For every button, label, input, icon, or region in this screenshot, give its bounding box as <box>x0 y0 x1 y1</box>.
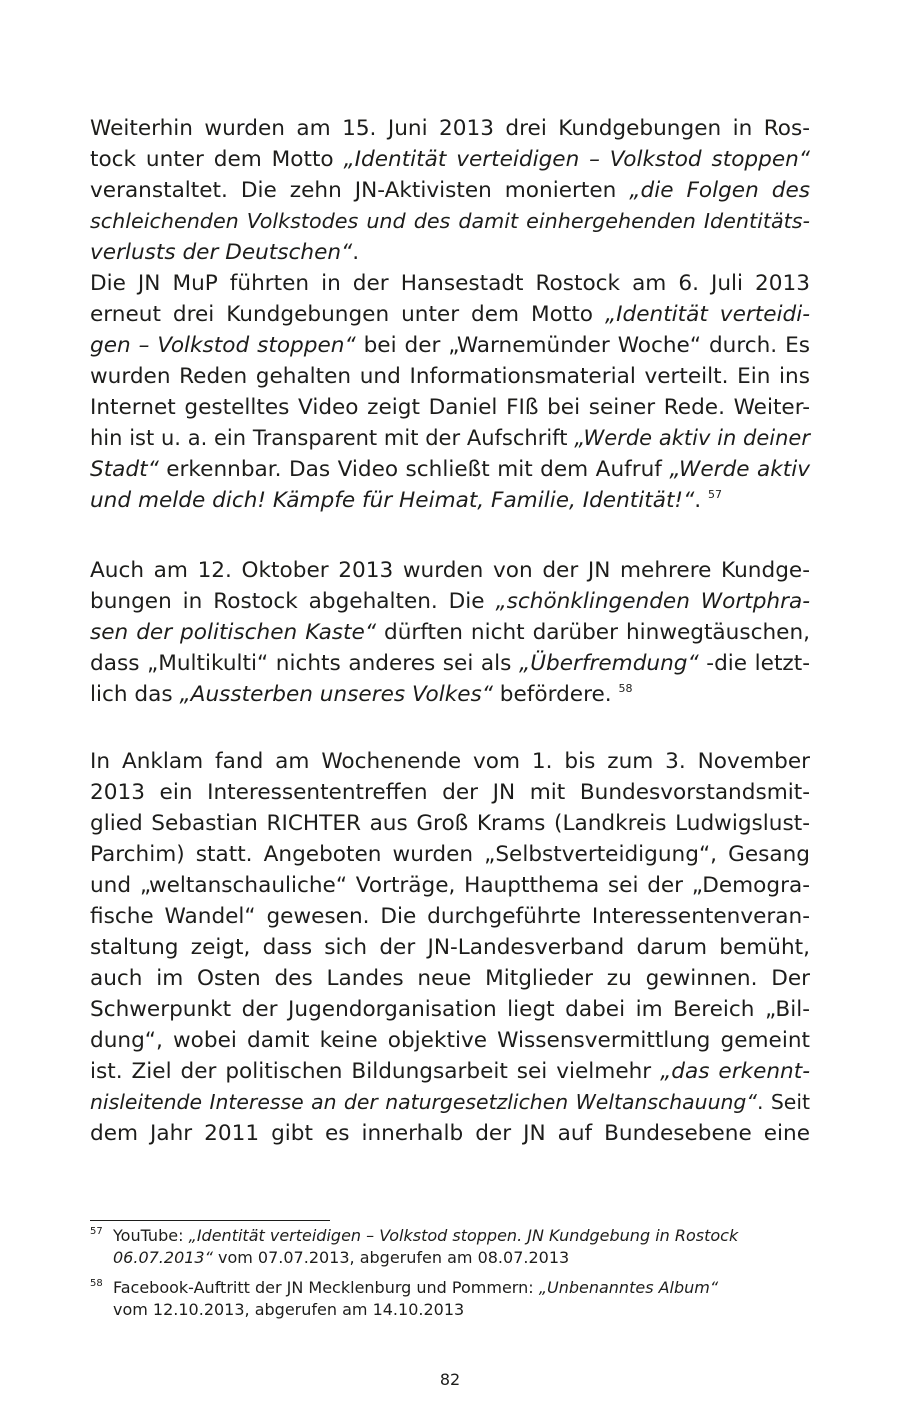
body-line <box>90 746 810 777</box>
body-line <box>90 808 810 839</box>
body-line <box>90 454 810 485</box>
text-run: vom 07.07.2013, abgerufen am 08.07.2013 <box>212 1248 570 1267</box>
body-line <box>90 1056 810 1087</box>
body-line <box>90 330 810 361</box>
quote-run: schleichenden Volkstodes und des damit einhergehenden Identitäts- <box>90 209 810 233</box>
text-run: Auch am 12. Oktober 2013 wurden von der JN mehrere Kundge- <box>90 558 810 583</box>
text-run: wurden Reden gehalten und Informationsmaterial verteilt. Ein ins <box>90 364 810 389</box>
text-run: In Anklam fand am Wochenende vom 1. bis zum 3. November <box>90 749 810 774</box>
quote-run: „Werde aktiv in deiner <box>574 426 810 450</box>
body-line <box>90 206 810 237</box>
text-run: dem Jahr 2011 gibt es innerhalb der JN auf Bundesebene eine <box>90 1121 810 1146</box>
body-line <box>90 1087 810 1118</box>
quote-run: „Identität verteidigen – Volkstod stoppen. JN Kundgebung in Rostock <box>188 1226 739 1245</box>
body-line <box>90 555 810 586</box>
text-run: staltung zeigt, dass sich der JN-Landesverband darum bemüht, <box>90 935 810 960</box>
quote-run: und melde dich! Kämpfe für Heimat, Familie, Identität!“ <box>90 488 695 513</box>
text-run: erneut drei Kundgebungen unter dem Motto <box>90 302 605 327</box>
body-line <box>90 839 810 870</box>
text-run: YouTube: <box>113 1226 189 1245</box>
body-line <box>90 679 810 710</box>
text-run: 2013 ein Interessententreffen der JN mit Bundesvorstandsmit- <box>90 780 810 805</box>
text-run: ist. Ziel der politischen Bildungsarbeit sei vielmehr <box>90 1059 661 1084</box>
footnote-line <box>113 1247 810 1269</box>
quote-run: „schönklingenden Wortphra- <box>495 589 810 614</box>
body-line <box>90 299 810 330</box>
body-line <box>90 901 810 932</box>
body-line <box>90 1118 810 1149</box>
text-run: dass „Multikulti“ nichts anderes sei als <box>90 651 520 676</box>
quote-run: „Identität verteidigen – Volkstod stoppen“ <box>343 147 810 172</box>
footnote-text <box>113 1225 810 1269</box>
quote-run: gen – Volkstod stoppen“ <box>90 333 356 358</box>
body-line <box>90 1025 810 1056</box>
text-run: bei der „Warnemünder Woche“ durch. Es <box>355 333 810 358</box>
text-run: tock unter dem Motto <box>90 147 344 172</box>
quote-run: nisleitende Interesse an der naturgesetzlichen Weltanschauung“ <box>90 1090 757 1114</box>
footnote-text <box>113 1277 810 1321</box>
footnote-line <box>113 1277 810 1299</box>
quote-run: „Unbenanntes Album“ <box>538 1278 719 1297</box>
text-run: veranstaltet. Die zehn JN-Aktivisten monierten <box>90 178 630 203</box>
text-run: . <box>352 240 360 265</box>
text-run: glied Sebastian RICHTER aus Groß Krams (Landkreis Ludwigslust- <box>90 811 810 836</box>
text-run: und „weltanschauliche“ Vorträge, Hauptthema sei der „Demogra- <box>90 873 810 898</box>
footnote-ref: 57 <box>708 488 722 501</box>
text-run: hin ist u. a. ein Transparent mit der Aufschrift <box>90 426 575 450</box>
body-line <box>90 268 810 299</box>
body-line <box>90 423 810 454</box>
text-run: bungen in Rostock abgehalten. Die <box>90 589 496 614</box>
quote-run: „Aussterben unseres Volkes“ <box>179 682 493 707</box>
text-run: erkennbar. Das Video schließt mit dem Aufruf <box>158 457 670 482</box>
text-run: auch im Osten des Landes neue Mitglieder zu gewinnen. Der <box>90 966 810 991</box>
page-number: 82 <box>439 1370 461 1389</box>
body-line <box>90 777 810 808</box>
text-run: Weiterhin wurden am 15. Juni 2013 drei Kundgebungen in Ros- <box>90 116 810 141</box>
quote-run: Stadt“ <box>90 457 159 482</box>
text-run: . <box>694 488 708 513</box>
footnote-line <box>113 1225 810 1247</box>
footnote-ref: 58 <box>618 682 633 695</box>
text-run: -die letzt- <box>698 651 811 676</box>
text-run: Die JN MuP führten in der Hansestadt Rostock am 6. Juli 2013 <box>90 271 810 296</box>
quote-run: „Werde aktiv <box>669 457 810 482</box>
body-line <box>90 994 810 1025</box>
quote-run: 06.07.2013“ <box>113 1248 213 1267</box>
body-line <box>90 361 810 392</box>
body-line <box>90 175 810 206</box>
body-line <box>90 113 810 144</box>
text-run: vom 12.10.2013, abgerufen am 14.10.2013 <box>113 1300 465 1319</box>
body-line <box>90 237 810 268</box>
text-run: . Seit <box>756 1090 810 1114</box>
text-run: Facebook-Auftritt der JN Mecklenburg und Pommern: <box>113 1278 539 1297</box>
text-run: fische Wandel“ gewesen. Die durchgeführte Interessentenveran- <box>90 904 810 929</box>
quote-run: „Überfremdung“ <box>519 651 699 676</box>
text-run: Parchim) statt. Angeboten wurden „Selbstverteidigung“, Gesang <box>90 842 810 867</box>
body-line <box>90 392 810 423</box>
body-line <box>90 144 810 175</box>
footnote-separator <box>90 1220 330 1221</box>
body-line <box>90 963 810 994</box>
footnote-number: 57 <box>90 1226 103 1237</box>
body-line <box>90 617 810 648</box>
text-run: befördere. <box>492 682 619 707</box>
text-run: Internet gestelltes Video zeigt Daniel FIß bei seiner Rede. Weiter- <box>90 395 810 420</box>
text-run: dürften nicht darüber hinwegtäuschen, <box>376 620 810 645</box>
body-line <box>90 648 810 679</box>
text-run: lich das <box>90 682 180 707</box>
body-line <box>90 870 810 901</box>
quote-run: sen der politischen Kaste“ <box>90 620 377 645</box>
quote-run: verlusts der Deutschen“ <box>90 240 353 265</box>
body-line <box>90 586 810 617</box>
body-line <box>90 932 810 963</box>
quote-run: „das erkennt- <box>660 1059 811 1084</box>
body-line <box>90 485 810 516</box>
footnote-number: 58 <box>90 1278 103 1289</box>
text-run: Schwerpunkt der Jugendorganisation liegt dabei im Bereich „Bil- <box>90 997 810 1022</box>
quote-run: „die Folgen des <box>629 178 810 203</box>
text-run: dung“, wobei damit keine objektive Wissensvermittlung gemeint <box>90 1028 810 1053</box>
quote-run: „Identität verteidi- <box>604 302 810 327</box>
footnote-line <box>113 1299 810 1321</box>
